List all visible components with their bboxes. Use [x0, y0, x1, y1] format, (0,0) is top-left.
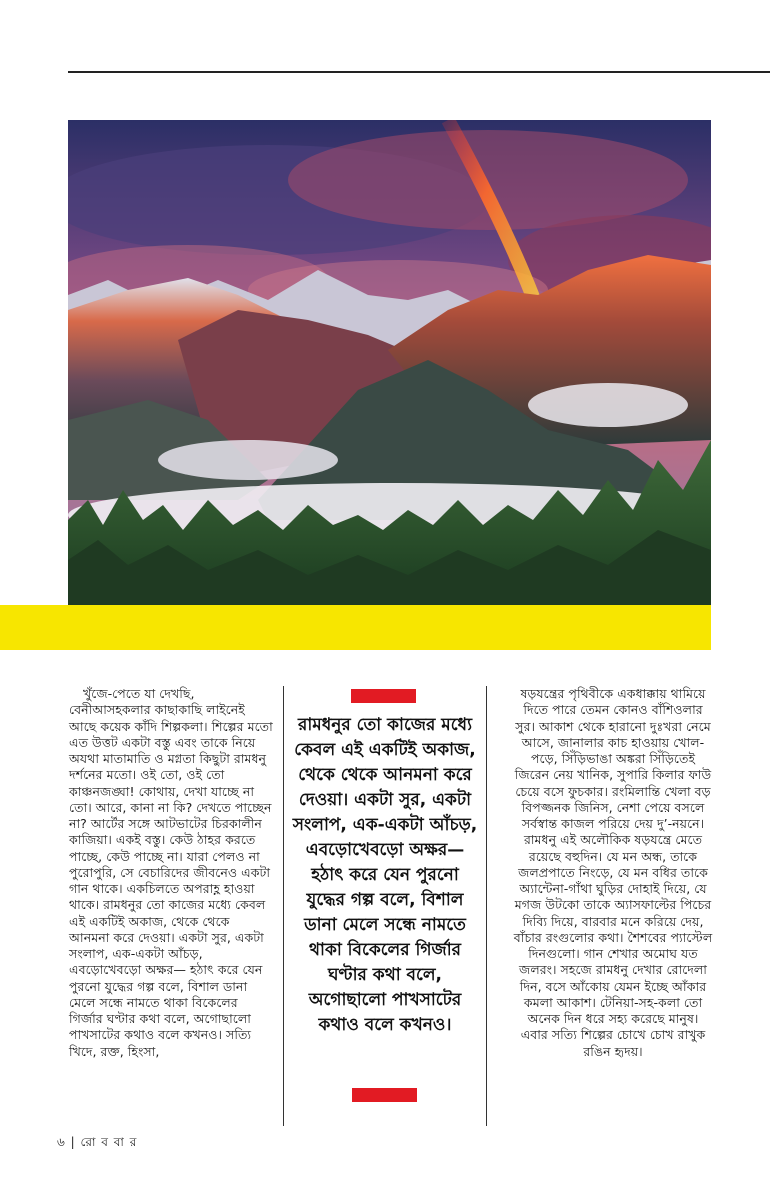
- pull-quote-bottom-bar: [352, 1088, 417, 1102]
- right-text-column: [513, 686, 713, 1060]
- left-text-column: [69, 686, 273, 1060]
- photo-illustration: [68, 120, 711, 605]
- pull-quote-top-bar: [351, 689, 416, 703]
- page-footer: ৬ | রো ব বা র: [57, 1135, 138, 1149]
- column-divider-left: [283, 686, 284, 1126]
- column-divider-right: [486, 686, 487, 1126]
- body-paragraph: খুঁজে-পেতে যা দেখছি, বেনীআসহকলার কাছাকাছি লাইনেই আছে কয়েক কাঁদি শিল্পকলা। শিল্পের মতো এত উত্তট একটা বস্তু এবং তাকে নিয়ে অযথা মাতামাতি ও মগ্নতা কিছুটা রামধনু দর্শনের মতো। ওই তো, ওই তো কাঞ্চনজঙ্ঘা! কোথায়, দেখা যাচ্ছে না তো। আরে, কানা না কি? দেখতে পাচ্ছেন না? আর্টের সঙ্গে আটভাটের চিরকালীন কাজিয়া। একই বস্তু। কেউ ঠাহর করতে পাচ্ছে, কেউ পাচ্ছে না। যারা পেলও না পুরোপুরি, সে বেচারিদের জীবনেও একটা গান থাকে। একচিলতে অপরাহ্ণ হাওয়া থাকে। রামধনুর তো কাজের মধ্যে কেবল এই একটিই অকাজ, থেকে থেকে আনমনা করে দেওয়া। একটা সুর, একটা সংলাপ, এক-একটা আঁচড়, এবড়োখেবড়ো অক্ষর— হঠাৎ করে যেন পুরনো যুদ্ধের গল্প বলে, বিশাল ডানা মেলে সন্ধে নামতে থাকা বিকেলের গির্জার ঘণ্টার কথা বলে, অগোছালো পাখসাটের কথাও বলে কখনও। সত্যি খিদে, রক্ত, হিংসা,: [69, 686, 273, 1059]
- body-paragraph: ষড়যন্ত্রের পৃথিবীকে একধাক্কায় থামিয়ে দিতে পারে তেমন কোনও বাঁশিওলার সুর। আকাশ থেকে হারানো দুঃখরা নেমে আসে, জানালার কাচ হাওয়ায় খোল-পড়ে, সিঁড়িভাঙা অঙ্করা সিঁড়িতেই জিরেন নেয় খানিক, সুপারি কিলার ফাউ চেয়ে বসে ফুচকার। রংমিলান্তি খেলা বড় বিপজ্জনক জিনিস, নেশা পেয়ে বসলে সর্বস্বান্ত কাজল পরিয়ে দেয় দু’-নয়নে। রামধনু এই অলৌকিক ষড়যন্ত্রে মেতে রয়েছে বহুদিন। যে মন অন্ধ, তাকে জলপ্রপাতে নিংড়ে, যে মন বধির তাকে অ্যান্টেনা-গাঁথা ঘুড়ির দোহাই দিয়ে, যে মগজ উটকো তাকে অ্যাসফাল্টের পিচের দিব্যি দিয়ে, বারবার মনে করিয়ে দেয়, বাঁচার রংগুলোর কথা। শৈশবের প্যাস্টেল দিনগুলো। গান শেখার অমোঘ যত জলরং। সহজে রামধনু দেখার রোদেলা দিন, বসে আঁকোয় যেমন ইচ্ছে আঁকার কমলা আকাশ। টেনিয়া-সহ-কলা তো অনেক দিন ধরে সহ্য করেছে মানুষ। এবার সত্যি শিল্পের চোখে চোখ রাখুক রঙিন হৃদয়।: [513, 686, 713, 1059]
- top-rule: [68, 71, 770, 73]
- pull-quote: রামধনুর তো কাজের মধ্যে কেবল এই একটিই অকাজ, থেকে থেকে আনমনা করে দেওয়া। একটা সুর, একটা সংলাপ, এক-একটা আঁচড়, এবড়োখেবড়ো অক্ষর— হঠাৎ করে যেন পুরনো যুদ্ধের গল্প বলে, বিশাল ডানা মেলে সন্ধে নামতে থাকা বিকেলের গির্জার ঘণ্টার কথা বলে, অগোছালো পাখসাটের কথাও বলে কখনও।: [292, 715, 478, 1035]
- yellow-accent-band: [0, 605, 711, 650]
- mountain-rainbow-photo: [68, 120, 711, 605]
